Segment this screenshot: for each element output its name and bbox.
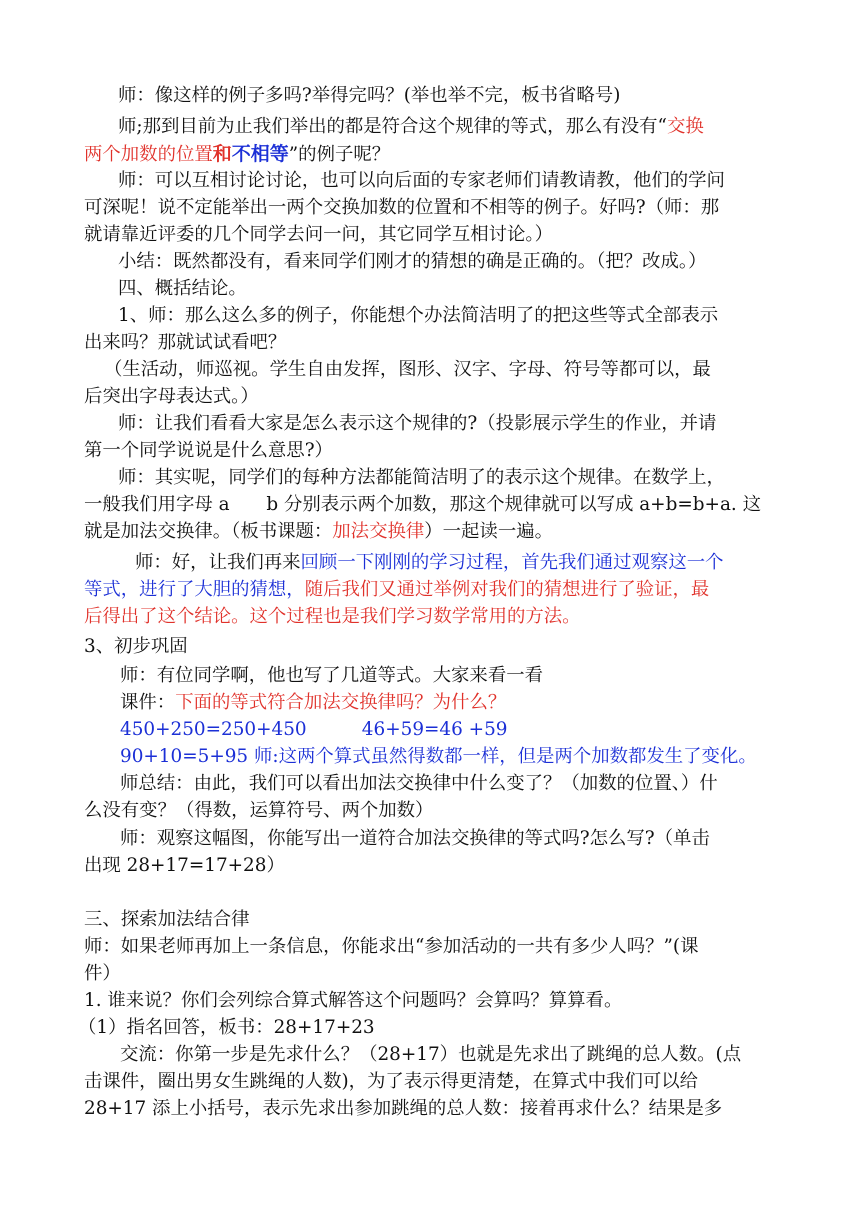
text-run: 师：可以互相讨论讨论，也可以向后面的专家老师们请教请教，他们的学问 — [118, 170, 725, 191]
paragraph-line — [118, 464, 725, 492]
paragraph-line — [78, 1014, 375, 1042]
highlight-red-text: 随后我们又通过举例对我们的猜想进行了验证，最 — [304, 579, 710, 600]
paragraph-line — [84, 194, 719, 222]
text-run: 师：有位同学啊，他也写了几道等式。大家来看一看 — [120, 665, 543, 686]
highlight-blue-text: 等式，进行了大胆的猜想， — [84, 579, 305, 600]
highlight-red-text: 交换 — [666, 116, 704, 137]
text-run: 师：其实呢，同学们的每种方法都能简洁明了的表示这个规律。在数学上， — [118, 467, 725, 488]
text-run: 师;那到目前为止我们举出的都是符合这个规律的等式，那么有没有“ — [118, 116, 667, 137]
text-run: 1. 谁来说？你们会列综合算式解答这个问题吗？会算吗？算算看。 — [84, 990, 623, 1011]
paragraph-line — [120, 825, 710, 853]
paragraph-line — [84, 1095, 722, 1123]
text-run: ）一起读一遍。 — [424, 521, 553, 542]
text-run: 师：像这样的例子多吗?举得完吗？(举也举不完，板书省略号) — [118, 85, 621, 106]
highlight-red-text: 后得出了这个结论。这个过程也是我们学习数学常用的方法。 — [84, 606, 581, 627]
paragraph-line — [104, 356, 711, 384]
text-run: 师：让我们看看大家是怎么表示这个规律的?（投影展示学生的作业，并请 — [118, 413, 717, 434]
paragraph-line — [84, 576, 709, 604]
paragraph-line — [118, 113, 704, 141]
text-run: 师：好，让我们再来 — [135, 552, 301, 573]
text-run: 第一个同学说说是什么意思?） — [84, 440, 333, 461]
highlight-blue-text: 回顾一下刚刚的学习过程，首先我们通过观察这一个 — [300, 552, 724, 573]
text-run: 三、探索加法结合律 — [84, 909, 250, 930]
text-run: 击课件，圈出男女生跳绳的人数)，为了表示得更清楚，在算式中我们可以给 — [84, 1071, 699, 1092]
paragraph-line — [120, 1041, 741, 1069]
text-run: 出现 28+17=17+28） — [84, 855, 285, 876]
paragraph-line — [84, 933, 698, 961]
text-run: 就请靠近评委的几个同学去问一问，其它同学互相讨论。） — [84, 224, 553, 245]
paragraph-line — [84, 491, 761, 519]
text-run: 可深呢！说不定能举出一两个交换加数的位置和不相等的例子。好吗?（师：那 — [84, 197, 720, 218]
paragraph-line — [118, 302, 718, 330]
text-run: （1）指名回答，板书：28+17+23 — [78, 1017, 375, 1038]
paragraph-line — [84, 221, 553, 249]
text-run: 就是加法交换律。（板书课题： — [84, 521, 333, 542]
section-heading — [84, 633, 188, 661]
equation-line — [120, 716, 508, 744]
paragraph-line — [84, 329, 286, 357]
text-run: （生活动，师巡视。学生自由发挥，图形、汉字、字母、符号等都可以，最 — [104, 359, 711, 380]
highlight-red-text: 下面的等式符合加法交换律吗？为什么？ — [175, 692, 507, 713]
paragraph-line — [84, 383, 259, 411]
paragraph-line — [135, 549, 724, 577]
text-run: 出来吗？那就试试看吧？ — [84, 332, 287, 353]
text-run: 师总结：由此，我们可以看出加法交换律中什么变了？（加数的位置、）什 — [120, 773, 718, 794]
paragraph-line — [118, 167, 725, 195]
paragraph-line — [118, 410, 716, 438]
equation-text: 90+10=5+95 师:这两个算式虽然得数都一样，但是两个加数都发生了变化。 — [120, 746, 757, 767]
bold-red-text: 和 — [212, 143, 232, 165]
text-run: 课件： — [120, 692, 176, 713]
paragraph-line — [120, 689, 506, 717]
paragraph-line — [118, 82, 620, 110]
bold-blue-text: 不相等 — [231, 143, 289, 165]
text-run: 后突出字母表达式。） — [84, 386, 259, 407]
paragraph-line — [84, 603, 581, 631]
paragraph-line — [118, 248, 707, 276]
section-heading — [118, 275, 247, 303]
text-run: 一般我们用字母 a b 分别表示两个加数，那这个规律就可以写成 a+b=b+a. 这 — [84, 494, 761, 515]
section-heading — [84, 906, 250, 934]
highlight-red-text: 两个加数的位置 — [84, 144, 213, 165]
paragraph-line — [120, 662, 543, 690]
text-run: 件） — [84, 963, 121, 984]
text-run: ”的例子呢？ — [288, 144, 391, 165]
text-run: 小结：既然都没有，看来同学们刚才的猜想的确是正确的。（把？改成。） — [118, 251, 707, 272]
equation-text: 450+250=250+450 46+59=46 +59 — [120, 719, 508, 740]
paragraph-line — [84, 852, 285, 880]
text-run: 师：如果老师再加上一条信息，你能求出“参加活动的一共有多少人吗？”(课 — [84, 936, 699, 957]
paragraph-line — [84, 797, 433, 825]
paragraph-line — [84, 1068, 698, 1096]
paragraph-line — [84, 960, 121, 988]
text-run: 28+17 添上小括号，表示先求出参加跳绳的总人数：接着再求什么？结果是多 — [84, 1098, 723, 1119]
paragraph-line — [84, 518, 553, 546]
paragraph-line — [84, 437, 333, 465]
equation-line — [120, 743, 757, 771]
text-run: 四、概括结论。 — [118, 278, 247, 299]
text-run: 么没有变？（得数，运算符号、两个加数） — [84, 800, 434, 821]
text-run: 交流：你第一步是先求什么？（28+17）也就是先求出了跳绳的总人数。(点 — [120, 1044, 742, 1065]
paragraph-line — [84, 140, 390, 168]
text-run: 1、师：那么这么多的例子，你能想个办法简洁明了的把这些等式全部表示 — [118, 305, 719, 326]
text-run: 师：观察这幅图，你能写出一道符合加法交换律的等式吗?怎么写?（单击 — [120, 828, 710, 849]
paragraph-line — [120, 770, 718, 798]
text-run: 3、初步巩固 — [84, 636, 188, 657]
paragraph-line — [84, 987, 622, 1015]
highlight-red-text: 加法交换律 — [332, 521, 425, 542]
